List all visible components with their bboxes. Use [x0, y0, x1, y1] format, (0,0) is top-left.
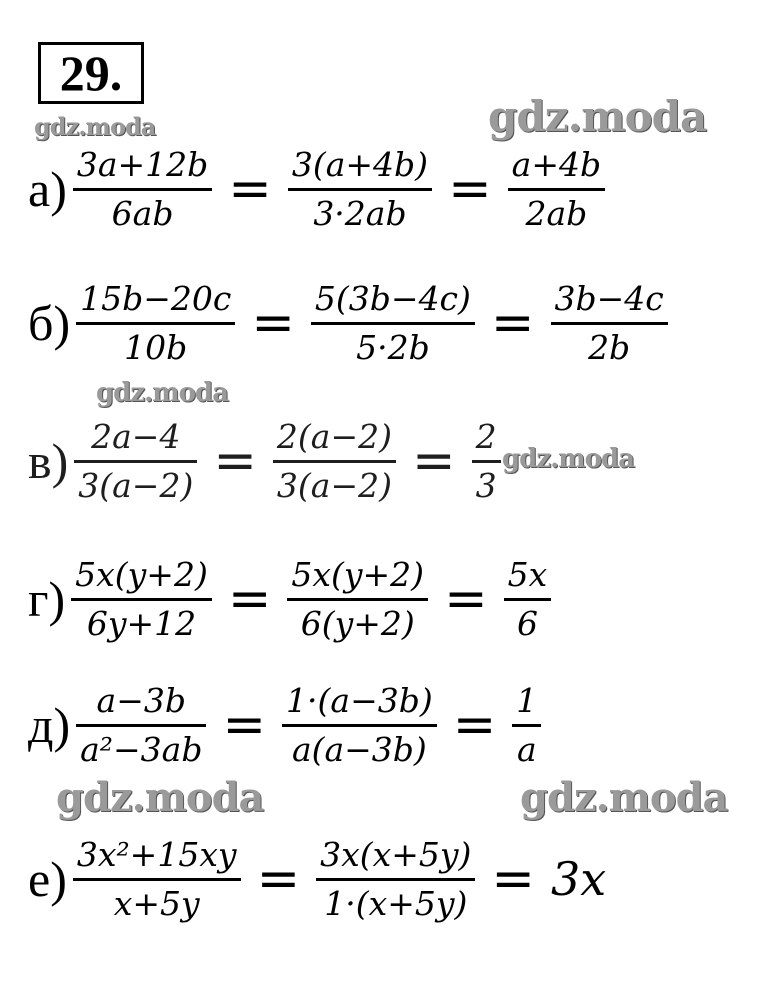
equation-row-b: [28, 268, 668, 378]
numerator: 5(3b−4c): [314, 278, 471, 318]
numerator: 15b−20c: [80, 278, 232, 318]
fraction: [73, 836, 241, 923]
task-number: 29.: [38, 42, 144, 104]
row-label: г): [28, 571, 66, 627]
equals-sign: =: [448, 159, 492, 219]
row-label: б): [28, 295, 71, 351]
watermark: gdz.moda: [96, 378, 229, 408]
equation-row-v: [28, 406, 501, 516]
fraction: [316, 836, 475, 923]
denominator: 3(a−2): [276, 465, 392, 505]
equals-sign: =: [213, 431, 257, 491]
numerator: 1: [516, 680, 538, 720]
fraction: [472, 418, 501, 505]
equation-row-d: [28, 670, 541, 780]
result-expression: 3x: [551, 852, 607, 906]
equals-sign: =: [491, 849, 535, 909]
denominator: a(a−3b): [291, 729, 427, 769]
watermark: gdz.moda: [56, 774, 264, 821]
fraction: [76, 280, 235, 367]
denominator: a²−3ab: [80, 729, 203, 769]
equals-sign: =: [490, 293, 535, 353]
fraction: [74, 418, 197, 505]
denominator: 6ab: [111, 193, 174, 233]
fraction: [311, 280, 475, 367]
denominator: a: [516, 729, 537, 769]
numerator: 1·(a−3b): [286, 680, 433, 720]
row-label: е): [28, 851, 67, 907]
fraction: [288, 146, 432, 233]
equals-sign: =: [452, 695, 497, 755]
numerator: a+4b: [511, 144, 602, 184]
numerator: 3a+12b: [76, 144, 209, 184]
equals-sign: =: [222, 695, 267, 755]
denominator: 3: [475, 465, 497, 505]
numerator: 2: [475, 416, 497, 456]
equation-row-g: [28, 544, 551, 654]
numerator: 3b−4c: [554, 278, 664, 318]
equation-row-a: [28, 134, 605, 244]
numerator: 2(a−2): [276, 416, 392, 456]
equals-sign: =: [256, 849, 301, 909]
fraction: [273, 418, 396, 505]
denominator: x+5y: [113, 883, 200, 923]
row-label: д): [28, 697, 71, 753]
fraction: [73, 146, 212, 233]
fraction: [287, 556, 428, 643]
equation-row-e: [28, 824, 606, 934]
fraction: [71, 556, 212, 643]
numerator: 5x: [507, 554, 548, 594]
watermark: gdz.moda: [520, 774, 728, 821]
denominator: 6(y+2): [300, 603, 415, 643]
equals-sign: =: [251, 293, 295, 353]
fraction: [504, 556, 552, 643]
numerator: 3(a+4b): [291, 144, 429, 184]
equals-sign: =: [444, 569, 488, 629]
numerator: 3x²+15xy: [76, 834, 237, 874]
fraction: [282, 682, 437, 769]
equals-sign: =: [227, 569, 272, 629]
numerator: 5x(y+2): [75, 554, 208, 594]
fraction: [512, 682, 541, 769]
numerator: a−3b: [96, 680, 186, 720]
denominator: 5·2b: [356, 327, 430, 367]
denominator: 2ab: [525, 193, 588, 233]
numerator: 2a−4: [91, 416, 181, 456]
fraction: [551, 280, 668, 367]
denominator: 6: [516, 603, 538, 643]
equals-sign: =: [412, 431, 456, 491]
fraction: [508, 146, 605, 233]
watermark: gdz.moda: [488, 92, 707, 141]
fraction: [76, 682, 206, 769]
watermark: gdz.moda: [502, 444, 635, 474]
denominator: 3(a−2): [78, 465, 194, 505]
row-label: в): [28, 433, 69, 489]
denominator: 10b: [124, 327, 188, 367]
numerator: 5x(y+2): [291, 554, 425, 594]
row-label: а): [28, 161, 67, 217]
denominator: 6y+12: [86, 603, 197, 643]
numerator: 3x(x+5y): [320, 834, 472, 874]
denominator: 1·(x+5y): [324, 883, 468, 923]
denominator: 2b: [588, 327, 631, 367]
denominator: 3·2ab: [313, 193, 407, 233]
watermark: gdz.moda: [34, 112, 156, 141]
equals-sign: =: [228, 159, 272, 219]
